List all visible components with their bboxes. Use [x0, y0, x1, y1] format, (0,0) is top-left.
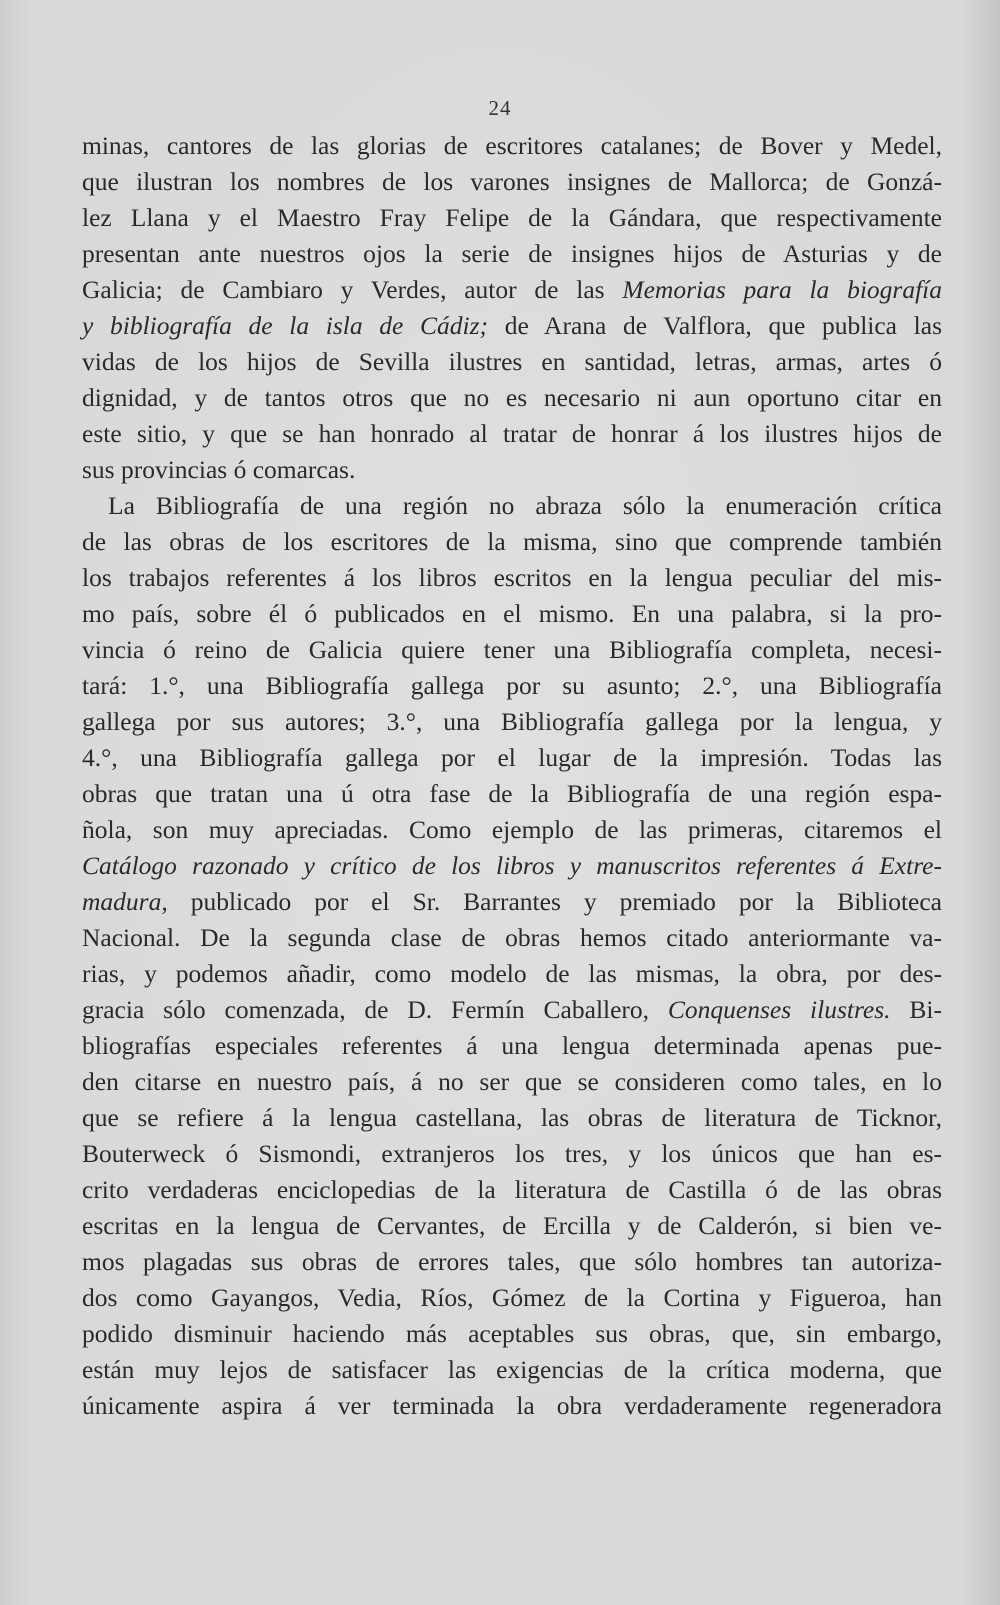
- text-line: [82, 128, 942, 164]
- text-line: [82, 1064, 942, 1100]
- text-segment: mo país, sobre él ó publicados en el mismo. En una palabra, si la pro-: [82, 599, 942, 628]
- text-line: [82, 380, 942, 416]
- text-line: [82, 668, 942, 704]
- text-segment: presentan ante nuestros ojos la serie de insignes hijos de Asturias y de: [82, 239, 942, 268]
- text-segment: gallega por sus autores; 3.°, una Bibliografía gallega por la lengua, y: [82, 707, 942, 736]
- text-segment: Bi-: [890, 995, 943, 1024]
- text-line: [82, 848, 942, 884]
- text-segment: únicamente aspira á ver terminada la obra verdaderamente regeneradora: [82, 1391, 942, 1420]
- text-line: [82, 1352, 942, 1388]
- text-line: [82, 884, 942, 920]
- text-line: [82, 560, 942, 596]
- text-segment: mos plagadas sus obras de errores tales, que sólo hombres tan autoriza-: [82, 1247, 942, 1276]
- text-segment: este sitio, y que se han honrado al tratar de honrar á los ilustres hijos de: [82, 419, 942, 448]
- text-segment: La Bibliografía de una región no abraza sólo la enumeración crítica: [108, 491, 942, 520]
- text-segment: Bouterweck ó Sismondi, extranjeros los tres, y los únicos que han es-: [82, 1139, 942, 1168]
- italic-title-text: Catálogo razonado y crítico de los libros y manuscritos referentes á Extre-: [82, 851, 942, 880]
- text-segment: vidas de los hijos de Sevilla ilustres en santidad, letras, armas, artes ó: [82, 347, 942, 376]
- text-segment: de Arana de Valflora, que publica las: [488, 311, 942, 340]
- text-segment: Nacional. De la segunda clase de obras hemos citado anteriormante va-: [82, 923, 942, 952]
- text-line: [82, 1136, 942, 1172]
- text-segment: que se refiere á la lengua castellana, las obras de literatura de Ticknor,: [82, 1103, 942, 1132]
- text-line: [82, 920, 942, 956]
- text-line: [82, 776, 942, 812]
- text-segment: rias, y podemos añadir, como modelo de las mismas, la obra, por des-: [82, 959, 942, 988]
- text-segment: dos como Gayangos, Vedia, Ríos, Gómez de la Cortina y Figueroa, han: [82, 1283, 942, 1312]
- text-segment: minas, cantores de las glorias de escritores catalanes; de Bover y Medel,: [82, 131, 942, 160]
- text-segment: sus provincias ó comarcas.: [82, 455, 356, 484]
- text-line: [82, 164, 942, 200]
- text-line: [82, 452, 942, 488]
- text-line: [82, 344, 942, 380]
- text-segment: crito verdaderas enciclopedias de la literatura de Castilla ó de las obras: [82, 1175, 942, 1204]
- text-segment: lez Llana y el Maestro Fray Felipe de la Gándara, que respectivamente: [82, 203, 942, 232]
- text-segment: están muy lejos de satisfacer las exigencias de la crítica moderna, que: [82, 1355, 942, 1384]
- text-line: [82, 1208, 942, 1244]
- text-line: [82, 956, 942, 992]
- text-line: [82, 200, 942, 236]
- text-segment: publicado por el Sr. Barrantes y premiado por la Biblioteca: [167, 887, 942, 916]
- text-segment: gracia sólo comenzada, de D. Fermín Caballero,: [82, 995, 668, 1024]
- text-line: [82, 1244, 942, 1280]
- text-line: [82, 1388, 942, 1424]
- text-segment: Galicia; de Cambiaro y Verdes, autor de las: [82, 275, 623, 304]
- text-segment: tará: 1.°, una Bibliografía gallega por su asunto; 2.°, una Bibliografía: [82, 671, 942, 700]
- text-segment: dignidad, y de tantos otros que no es necesario ni aun oportuno citar en: [82, 383, 942, 412]
- text-segment: den citarse en nuestro país, á no ser que se consideren como tales, en lo: [82, 1067, 942, 1096]
- text-line: [82, 740, 942, 776]
- text-line: [82, 236, 942, 272]
- text-line: [82, 1172, 942, 1208]
- italic-title-text: y bibliografía de la isla de Cádiz;: [82, 311, 489, 340]
- text-line: [82, 632, 942, 668]
- italic-title-text: Conquenses ilustres.: [667, 995, 891, 1024]
- text-line: [82, 524, 942, 560]
- text-segment: ñola, son muy apreciadas. Como ejemplo de las primeras, citaremos el: [82, 815, 942, 844]
- text-segment: de las obras de los escritores de la misma, sino que comprende también: [82, 527, 942, 556]
- text-segment: obras que tratan una ú otra fase de la Bibliografía de una región espa-: [82, 779, 942, 808]
- text-segment: los trabajos referentes á los libros escritos en la lengua peculiar del mis-: [82, 563, 942, 592]
- text-line: [82, 1316, 942, 1352]
- text-line: [82, 704, 942, 740]
- page-number: 24: [488, 96, 512, 120]
- text-segment: podido disminuir haciendo más aceptables sus obras, que, sin embargo,: [82, 1319, 942, 1348]
- text-line: [82, 992, 942, 1028]
- text-line: [82, 272, 942, 308]
- text-line: [82, 488, 942, 524]
- italic-title-text: madura,: [82, 887, 168, 916]
- italic-title-text: Memorias para la biografía: [622, 275, 942, 304]
- text-line: [82, 596, 942, 632]
- text-line: [82, 1100, 942, 1136]
- text-segment: 4.°, una Bibliografía gallega por el lugar de la impresión. Todas las: [82, 743, 942, 772]
- text-segment: escritas en la lengua de Cervantes, de Ercilla y de Calderón, si bien ve-: [82, 1211, 942, 1240]
- body-text: [82, 128, 942, 1424]
- text-line: [82, 416, 942, 452]
- text-segment: bliografías especiales referentes á una lengua determinada apenas pue-: [82, 1031, 942, 1060]
- text-segment: vincia ó reino de Galicia quiere tener una Bibliografía completa, necesi-: [82, 635, 942, 664]
- text-line: [82, 308, 942, 344]
- text-line: [82, 1280, 942, 1316]
- text-segment: que ilustran los nombres de los varones insignes de Mallorca; de Gonzá-: [82, 167, 942, 196]
- text-line: [82, 812, 942, 848]
- text-line: [82, 1028, 942, 1064]
